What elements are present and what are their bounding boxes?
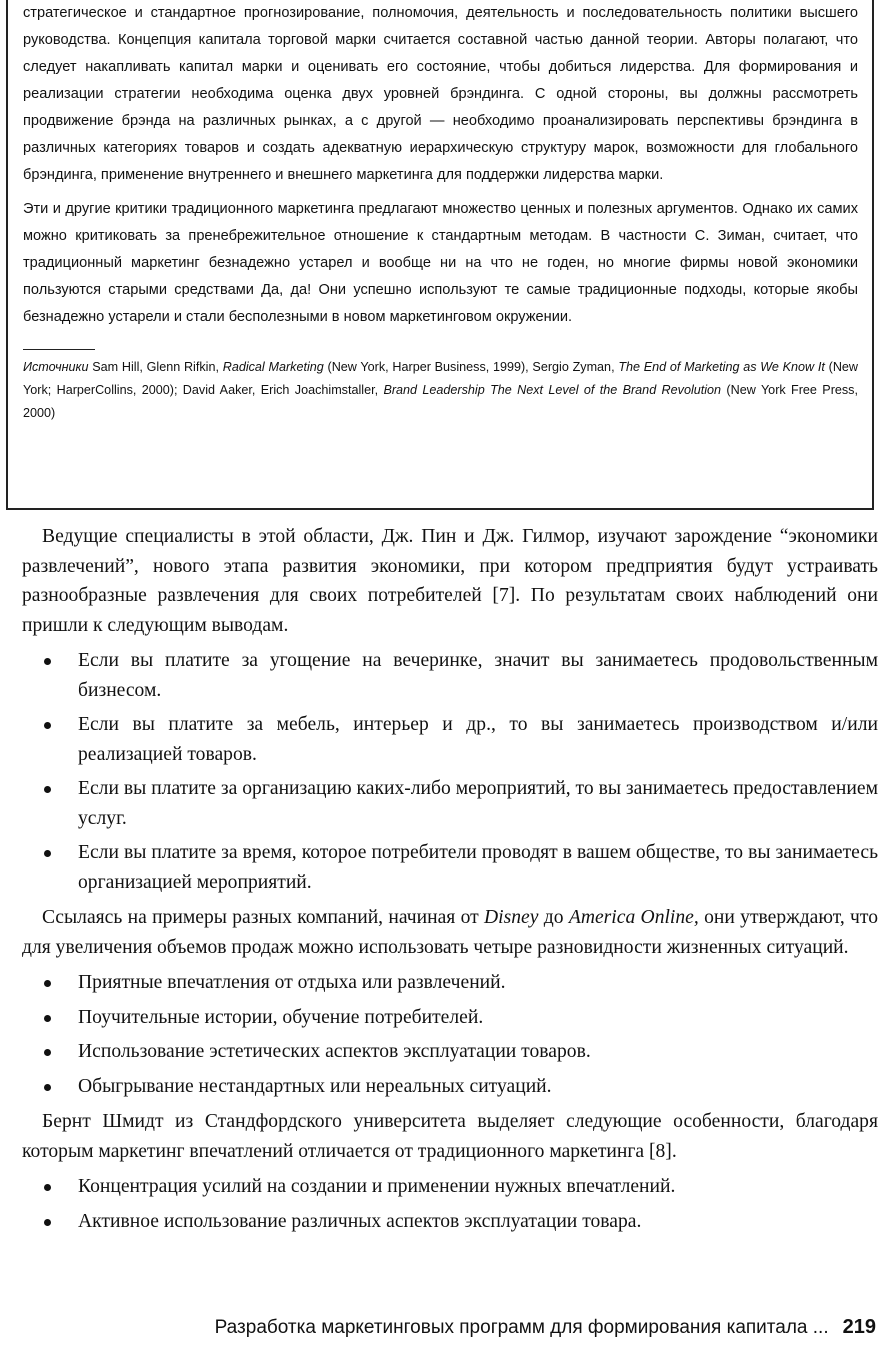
list-item: Активное использование различных аспектов эксплуатации товара. <box>22 1207 878 1237</box>
company-disney: Disney <box>484 907 539 928</box>
source-1-authors: Sam Hill, Glenn Rifkin, <box>92 360 219 374</box>
page-number: 219 <box>842 1316 876 1338</box>
sources-divider <box>23 349 95 350</box>
sources-note <box>23 356 858 425</box>
running-title: Разработка маркетинговых программ для формирования капитала ... <box>214 1317 829 1338</box>
list-item: Использование эстетических аспектов эксплуатации товаров. <box>22 1037 878 1067</box>
source-1-publisher: (New York, Harper Business, 1999), Sergio Zyman, <box>327 360 615 374</box>
sidebar-paragraph-2: Эти и другие критики традиционного маркетинга предлагают множество ценных и полезных аргументов. Однако их самих можно критиковать за пренебрежительное отношение к стандартным методам. В частности С. Зиман, считает, что традиционный маркетинг безнадежно устарел и вообще ни на что не годен, но многие фирмы новой экономики пользуются старыми средствами Да, да! Они успешно используют те самые традиционные подходы, которые якобы безнадежно устарели и стали бесполезными в новом маркетинговом окружении. <box>23 201 858 325</box>
bullet-list-3 <box>22 1172 878 1236</box>
main-text <box>22 522 878 1241</box>
list-item: Если вы платите за организацию каких-либо мероприятий, то вы занимаетесь предоставлением услуг. <box>22 774 878 833</box>
source-3-publisher: (New York Free Press, 2000) <box>23 383 858 420</box>
body-paragraph-3: Бернт Шмидт из Стандфордского университета выделяет следующие особенности, благодаря которым маркетинг впечатлений отличается от традиционного маркетинга [8]. <box>22 1111 878 1162</box>
list-item: Если вы платите за мебель, интерьер и др., то вы занимаетесь производством и/или реализацией товаров. <box>22 710 878 769</box>
list-item: Концентрация усилий на создании и применении нужных впечатлений. <box>22 1172 878 1202</box>
sidebar-box <box>6 0 874 510</box>
body-paragraph-1: Ведущие специалисты в этой области, Дж. Пин и Дж. Гилмор, изучают зарождение “экономики развлечений”, нового этапа развития экономики, при котором предприятия будут устраивать разнообразные развлечения для своих потребителей [7]. По результатам своих наблюдений они пришли к следующим выводам. <box>22 526 878 636</box>
paragraph-2-text: до <box>543 907 564 928</box>
source-1-title: Radical Marketing <box>222 360 324 374</box>
list-item: Если вы платите за угощение на вечеринке, значит вы занимаетесь продовольственным бизнесом. <box>22 646 878 705</box>
source-3-title: Brand Leadership The Next Level of the Brand Revolution <box>383 383 722 397</box>
paragraph-2-text: Ссылаясь на примеры разных компаний, начиная от <box>42 907 479 928</box>
list-item: Обыгрывание нестандартных или нереальных ситуаций. <box>22 1072 878 1102</box>
body-paragraph-2 <box>22 903 878 962</box>
bullet-list-2 <box>22 968 878 1101</box>
sources-lead: Источники <box>23 360 89 374</box>
paragraph-2-text: они утверждают, что для увеличения объемов продаж можно использовать четыре разновидности жизненных ситуаций. <box>22 907 878 958</box>
list-item: Приятные впечатления от отдыха или развлечений. <box>22 968 878 998</box>
company-america-online: America Online, <box>568 907 699 928</box>
bullet-list-1 <box>22 646 878 897</box>
list-item: Поучительные истории, обучение потребителей. <box>22 1003 878 1033</box>
sidebar-paragraph-1: стратегическое и стандартное прогнозирование, полномочия, деятельность и последовательность политики высшего руководства. Концепция капитала торговой марки считается составной частью данной теории. Авторы полагают, что следует накапливать капитал марки и оценивать его состояние, чтобы добиться лидерства. Для формирования и реализации стратегии необходима оценка двух уровней брэндинга. С одной стороны, вы должны рассмотреть продвижение брэнда на различных рынках, а с другой — необходимо проанализировать перспективы брэндинга в различных категориях товаров и создать адекватную иерархическую структуру марок, возможности для глобального брэндинга, применение внутреннего и внешнего маркетинга для поддержки лидерства марки. <box>23 5 858 183</box>
list-item: Если вы платите за время, которое потребители проводят в вашем обществе, то вы занимаетесь организацией мероприятий. <box>22 838 878 897</box>
source-2-publisher: (New York; HarperCollins, 2000); David Aaker, Erich Joachimstaller, <box>23 360 859 397</box>
page-footer <box>215 1316 876 1339</box>
source-2-title: The End of Marketing as We Know It <box>618 360 825 374</box>
